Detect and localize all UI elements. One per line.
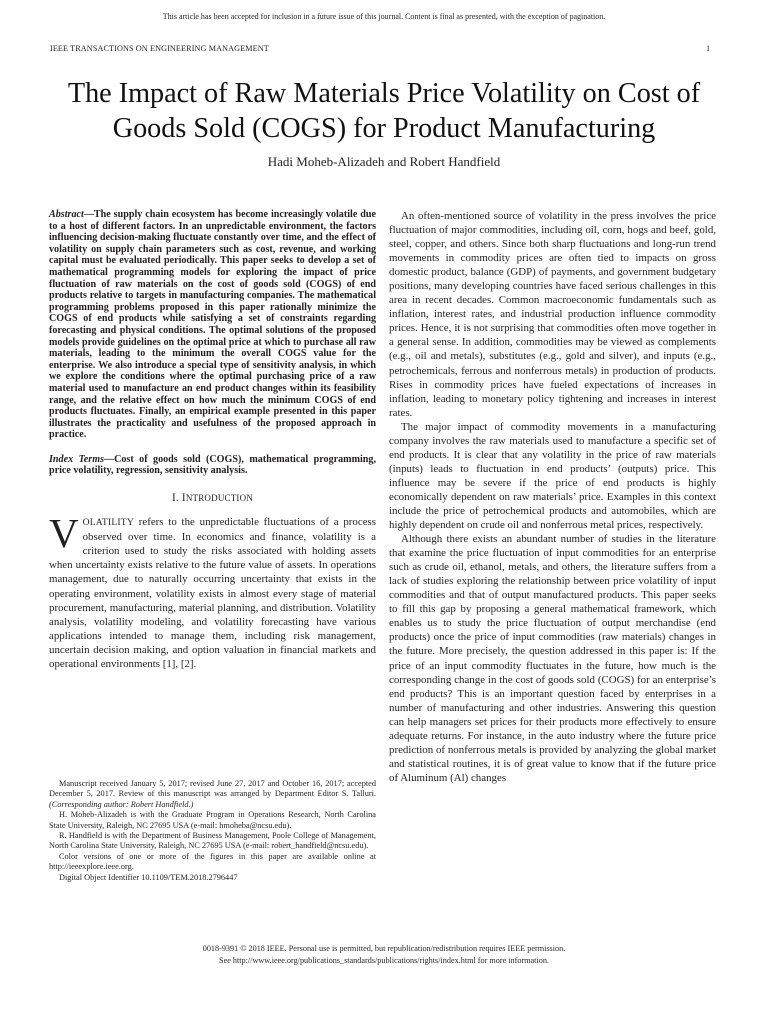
section-heading xyxy=(49,492,376,505)
intro-lead: OLATILITY xyxy=(82,517,134,529)
intro-text: refers to the unpredictable fluctuations of a process observed over time. In economics and finance, volatility is a criterion used to study the risks associated with holding assets when uncertainty exists relative to the future value of assets. In operations management, due to naturally occurring uncertainty that exists in the operating environment, volatility exists in almost every stage of material procurement, manufacturing, material planning, and distribution. Volatility analysis, volatility modeling, and volatility forecasting have various applications intended to manage them, including risk management, uncertain decision making, and option valuation in financial markets and operational environments [1], [2]. xyxy=(49,516,376,670)
abstract-label: Abstract xyxy=(49,209,84,220)
copyright-line: 0018-9391 © 2018 IEEE. Personal use is permitted, but republication/redistribution requires IEEE permission. xyxy=(202,944,566,953)
index-terms xyxy=(49,454,376,477)
index-terms-label: Index Terms xyxy=(49,453,104,465)
footnote-author2: R. Handfield is with the Department of Business Management, Poole College of Management, North Carolina State University, Raleigh, NC 27695 USA (e-mail: robert_handfield@ncsu.edu). xyxy=(49,831,376,851)
paper-title: The Impact of Raw Materials Price Volatility on Cost of Goods Sold (COGS) for Product Manufacturing xyxy=(67,78,701,144)
rights-line: See http://www.ieee.org/publications_standards/publications/rights/index.html for more information. xyxy=(219,955,549,965)
footnote-author1: H. Moheb-Alizadeh is with the Graduate Program in Operations Research, North Carolina State University, Raleigh, NC 27695 USA (e-mail: hmoheba@ncsu.edu). xyxy=(49,810,376,830)
footnote-manuscript xyxy=(49,779,376,810)
left-column xyxy=(49,209,376,671)
acceptance-notice: This article has been accepted for inclusion in a future issue of this journal. Content is final as presented, with the exception of pagination. xyxy=(162,12,606,21)
footnote-corresponding: (Corresponding author: Robert Handfield.) xyxy=(49,799,194,809)
index-terms-text: —Cost of goods sold (COGS), mathematical programming, price volatility, regression, sensitivity analysis. xyxy=(49,453,376,477)
page-number: 1 xyxy=(706,44,711,53)
section-number: I. xyxy=(171,492,179,505)
body-paragraph: The major impact of commodity movements in a manufacturing company involves the raw materials used to manufacture a specific set of end products. It is clear that any volatility in the price of raw materials (inputs) leads to fluctuation in end products’ (outputs) price. This influence may be severe if the price of end products is highly economically dependent on raw materials’ price. Examples in this context include the price of petrochemical products and automobiles, which are highly dependent on crude oil and nonferrous metal prices, respectively. xyxy=(389,420,716,532)
section-title-initial: I xyxy=(181,492,186,505)
copyright-notice xyxy=(0,943,768,966)
intro-paragraph xyxy=(49,510,376,671)
footnote-doi: Digital Object Identifier 10.1109/TEM.2018.2796447 xyxy=(59,872,238,882)
drop-cap: V xyxy=(49,510,79,557)
right-column xyxy=(389,209,716,785)
abstract xyxy=(49,209,376,441)
authors: Hadi Moheb-Alizadeh and Robert Handfield xyxy=(267,154,501,169)
footnote-color-versions: Color versions of one or more of the figures in this paper are available online at http://ieeexplore.ieee.org. xyxy=(49,851,376,872)
body-paragraph: Although there exists an abundant number of studies in the literature that examine the price fluctuation of input commodities for an enterprise such as crude oil, ethanol, metals, and others, the literature suffers from a lack of studies exploring the relationship between price volatility of input commodities and that of output manufactured products. This paper seeks to fill this gap by proposing a general mathematical framework, which enables us to study the price fluctuation of output merchandise (end products) once the price of input commodities (raw materials) changes in the future. More precisely, the question addressed in this paper is: If the price of an input commodity fluctuates in the future, how much is the corresponding change in the cost of goods sold (COGS) for an enterprise’s end products? This is an important question faced by enterprises in a number of manufacturing and other industries. Answering this question can help managers set prices for their products more effectively to ensure adequate returns. For instance, in the auto industry where the future price prediction of nonferrous metals is provided by analyzing the global market and statistical routines, it is of great value to know that if the future price of Aluminum (Al) changes xyxy=(389,533,716,784)
footnote-text: Manuscript received January 5, 2017; revised June 27, 2017 and October 16, 2017; accepted December 5, 2017. Review of this manuscript was arranged by Department Editor S. Talluri. xyxy=(49,779,376,799)
abstract-text: —The supply chain ecosystem has become increasingly volatile due to a host of different factors. In an unpredictable environment, the factors influencing decision-making fluctuate constantly over time, and the effect of volatility on supply chain parameters such as cost, revenue, and working capital must be evaluated periodically. This paper seeks to develop a set of mathematical programming models for exploring the impact of price fluctuation of raw materials on the cost of goods sold (COGS) of end products relative to targets in manufacturing companies. The mathematical programming problems proposed in this paper rationally minimize the COGS of end products while satisfying a set of constraints regarding forecasting and physical conditions. The optimal solutions of the proposed models provide guidelines on the optimal price at which to purchase all raw materials, leading to the minimum the overall COGS value for the enterprise. We also introduce a special type of sensitivity analysis, in which we explore the conditions where the optimal purchasing price of a raw material used to manufacture an end product changes within its feasibility range, and the relative effect on how much the minimum COGS of end products fluctuates. Finally, an empirical example presented in this paper illustrates the practicality and usefulness of the proposed approach in practice. xyxy=(49,209,376,441)
journal-name: IEEE TRANSACTIONS ON ENGINEERING MANAGEMENT xyxy=(50,44,269,53)
footnotes xyxy=(49,779,376,883)
body-paragraph: An often-mentioned source of volatility in the press involves the price fluctuation of major commodities, including oil, corn, hogs and beef, gold, steel, copper, and others. Since both sharp fluctuations and long-run trend movements in commodity prices are often tied to impacts on gross domestic product, balance (GDP) of payments, and government budgetary positions, many developing countries have faced serious challenges in this area in recent decades. Common macroeconomic fundamentals such as inflation, interest rates, and industrial production influence commodity prices. Hence, it is not surprising that commodities often move together in a general sense. In addition, commodities may be viewed as complements (e.g., oil and metals), substitutes (e.g., gold and silver), and inputs (e.g., petrochemicals, ferrous and nonferrous metals) in production of products. Rises in commodity prices have fueled expectations of increases in inflation, leading to monetary policy tightening and increases in interest rates. xyxy=(389,210,716,419)
section-title-rest: NTRODUCTION xyxy=(185,493,254,504)
